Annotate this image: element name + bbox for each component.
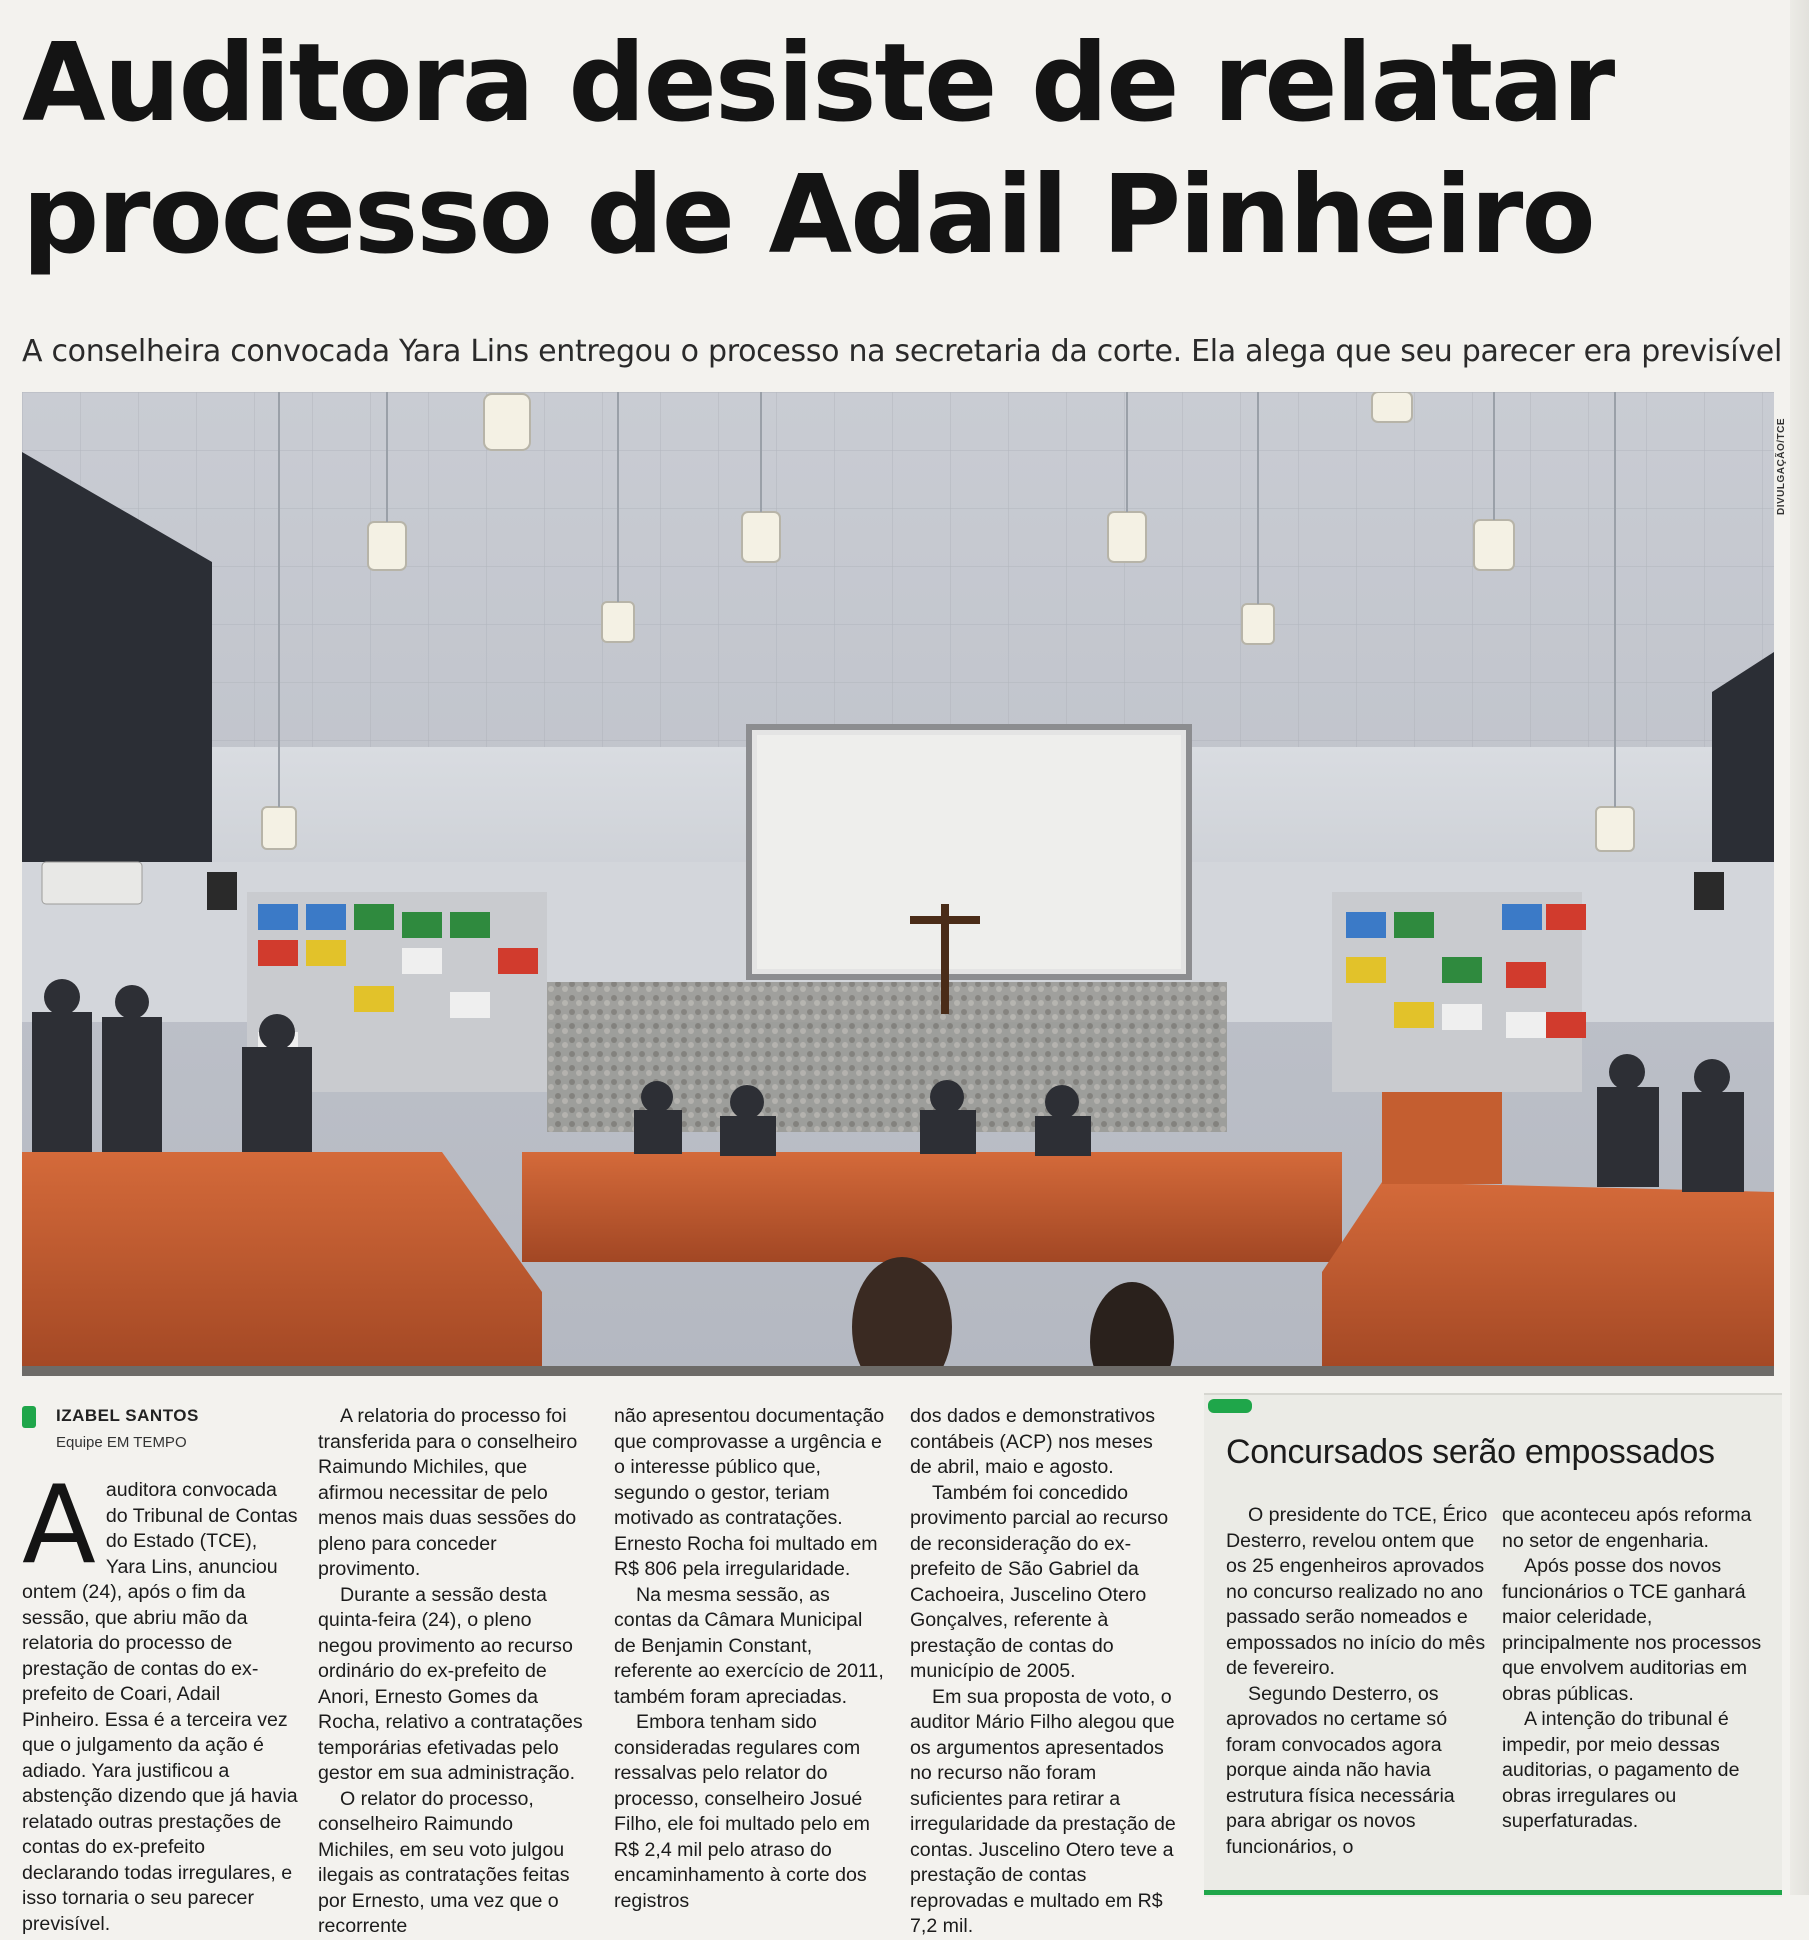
paragraph: O presidente do TCE, Érico Desterro, revelou ontem que os 25 engenheiros aprovados no concurso realizado no ano passado serão nomeados e empossados no início do mês de fevereiro. [1226,1504,1488,1679]
paragraph: Embora tenham sido consideradas regulares com ressalvas pelo relator do processo, conselheiro Josué Filho, ele foi multado pelo em R$ 2,4 mil pelo atraso do encaminhamento à corte dos registros [614,1711,870,1912]
paragraph: A relatoria do processo foi transferida para o conselheiro Raimundo Michiles, que afirmou necessitar de pelo menos mais duas sessões do pleno para conceder provimento. [318,1405,578,1580]
paragraph: O relator do processo, conselheiro Raimundo Michiles, em seu voto julgou ilegais as contratações feitas por Ernesto, uma vez que o recorrente [318,1787,570,1937]
article-column-4 [910,1404,1180,1940]
paragraph: Durante a sessão desta quinta-feira (24), o pleno negou provimento ao recurso ordinário do ex-prefeito de Anori, Ernesto Gomes da Rocha, relativo a contratações temporárias efetivadas pelo gestor em sua administração. [318,1583,583,1784]
sidebar-box [1204,1393,1782,1897]
paragraph: A intenção do tribunal é impedir, por meio dessas auditorias, o pagamento de obras irregulares ou superfaturadas. [1502,1708,1740,1832]
paragraph: não apresentou documentação que comprovasse a urgência e o interesse público que, segundo o gestor, teriam motivado as contratações. Ernesto Rocha foi multado em R$ 806 pela irregularidade. [614,1405,885,1580]
paragraph: Também foi concedido provimento parcial ao recurso de reconsideração do ex-prefeito de São Gabriel da Cachoeira, Juscelino Otero Gonçalves, referente à prestação de contas do município de 2005. [910,1481,1169,1682]
author-name: IZABEL SANTOS [56,1406,199,1425]
sidebar-column-1 [1226,1503,1490,1860]
sidebar-green-tab [1208,1399,1252,1413]
author-team: Equipe EM TEMPO [56,1434,187,1451]
paragraph: Na mesma sessão, as contas da Câmara Municipal de Benjamin Constant, referente ao exercício de 2011, também foram apreciadas. [614,1583,884,1708]
headline [22,18,1782,282]
byline-green-marker [22,1406,36,1428]
paragraph: que aconteceu após reforma no setor de engenharia. [1502,1504,1752,1552]
subheadline: A conselheira convocada Yara Lins entregou o processo na secretaria da corte. Ela alega que seu parecer era previsível [22,334,1782,369]
paragraph: dos dados e demonstrativos contábeis (ACP) nos meses de abril, maio e agosto. [910,1405,1156,1478]
paragraph: Em sua proposta de voto, o auditor Mário Filho alegou que os argumentos apresentados no recurso não foram suficientes para retirar a irregularidade da prestação de contas. Juscelino Otero teve a prestação de contas reprovadas e multado em R$ 7,2 mil. [910,1685,1176,1937]
headline-line-2: processo de Adail Pinheiro [22,153,1594,278]
article-column-3 [614,1404,886,1914]
article-column-2 [318,1404,590,1940]
news-photo-tribunal-session [22,392,1774,1376]
sidebar-title: Concursados serão empossados [1226,1433,1715,1471]
drop-cap: A [22,1463,96,1588]
sidebar-column-2 [1502,1503,1764,1835]
paragraph: auditora convocada do Tribunal de Contas do Estado (TCE), Yara Lins, anunciou ontem (24), após o fim da sessão, que abriu mão da relatoria do processo de prestação de contas do ex-prefeito de Coari, Adail Pinheiro. Essa é a terceira vez que o julgamento da ação é adiado. Yara justificou a abstenção dizendo que já havia relatado outras prestações de contas do ex-prefeito declarando todas irregulares, e isso tornaria o seu parecer previsível. [22,1479,298,1935]
sidebar-bottom-rule [1204,1890,1782,1895]
photo-credit: DIVULGAÇÃO/TCE [1776,418,1787,515]
article-column-1 [22,1463,300,1937]
paragraph: Segundo Desterro, os aprovados no certame só foram convocados agora porque ainda não havia estrutura física necessária para abrigar os novos funcionários, o [1226,1682,1455,1858]
paragraph: Após posse dos novos funcionários o TCE ganhará maior celeridade, principalmente nos processos que envolvem auditorias em obras públicas. [1502,1555,1762,1705]
adjacent-page-edge [1790,0,1809,1895]
headline-line-1: Auditora desiste de relatar [22,21,1614,146]
